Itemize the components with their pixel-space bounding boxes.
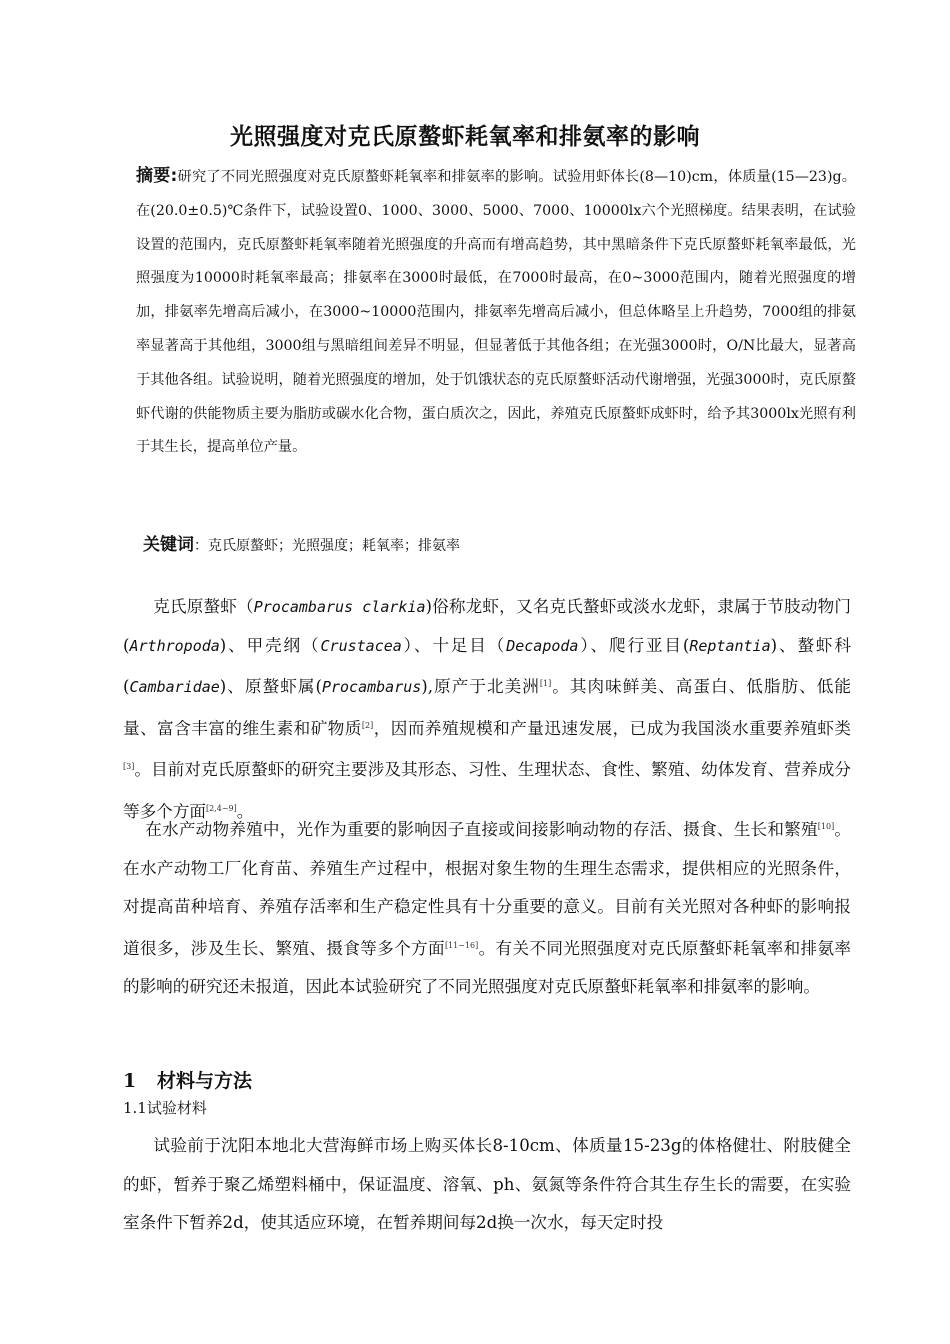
abstract-label: 摘要: xyxy=(136,166,178,186)
abstract-text: 研究了不同光照强度对克氏原螯虾耗氧率和排氨率的影响。试验用虾体长(8—10)cm，体质量(15—23)g。在(20.0±0.5)℃条件下，试验设置0、1000、3000、5000、7000、10000lx六个光照梯度。结果表明，在试验设置的范围内，克氏原螯虾耗氧率随着光照强度的升高而有增高趋势，其中黑暗条件下克氏原螯虾耗氧率最低，光照强度为10000时耗氧率最高；排氨率在3000时最低，在7000时最高，在0~3000范围内，随着光照强度的增加，排氨率先增高后减小，在3000~10000范围内，排氨率先增高后减小，但总体略呈上升趋势，7000组的排氨率显著高于其他组，3000组与黑暗组间差异不明显，但显著低于其他各组；在光强3000时，O/N比最大，显著高于其他各组。试验说明，随着光照强度的增加，处于饥饿状态的克氏原螯虾活动代谢增强，光强3000时，克氏原螯虾代谢的供能物质主要为脂肪或碳水化合物，蛋白质次之，因此，养殖克氏原螯虾成虾时，给予其3000lx光照有利于其生长，提高单位产量。 xyxy=(136,169,856,456)
text-run: 。目前对克氏原螯虾的研究主要涉及其形态、习性、生理状态、食性、繁殖、幼体发育、营养成分等多个方面 xyxy=(123,760,851,821)
abstract xyxy=(136,160,856,465)
intro-paragraph-2 xyxy=(123,808,851,1007)
text-run: )、原螯虾属( xyxy=(219,677,322,697)
citation-ref: [1] xyxy=(539,679,552,689)
keywords-label: 关键词 xyxy=(143,535,194,555)
citation-ref: [3] xyxy=(123,762,135,772)
citation-ref: [10] xyxy=(817,822,835,831)
keywords xyxy=(143,530,460,555)
citation-ref: [2,4~9] xyxy=(205,803,237,813)
text-run: 。在水产动物工厂化育苗、养殖生产过程中，根据对象生物的生理生态需求，提供相应的光照条件，对提高苗种培育、养殖存活率和生产稳定性具有十分重要的意义。目前有关光照对各种虾的影响报道很多，涉及生长、繁殖、摄食等多个方面 xyxy=(123,820,852,958)
text-run: 。其肉味鲜美、高蛋白、低脂肪、低能量、富含丰富的维生素和矿物质 xyxy=(123,677,852,738)
text-run: 试验前于沈阳本地北大营海鲜市场上购买体长8-10cm、体质量15-23g的体格健壮、附肢健全的虾，暂养于聚乙烯塑料桶中，保证温度、溶氧、ph、氨氮等条件符合其生存生长的需要，在实验室条件下暂养2d，使其适应环境，在暂养期间每2d换一次水，每天定时投 xyxy=(123,1136,851,1233)
text-run: ，因而养殖规模和产量迅速发展，已成为我国淡水重要养殖虾类 xyxy=(373,718,852,738)
intro-paragraph-1 xyxy=(123,588,851,832)
taxon-suborder: Reptantia xyxy=(689,636,771,655)
taxon-family: Cambaridae xyxy=(129,678,220,697)
text-run: )、甲壳纲（ xyxy=(219,635,321,655)
taxon-order: Decapoda xyxy=(506,636,579,655)
paper-title: 光照强度对克氏原螯虾耗氧率和排氨率的影响 xyxy=(230,124,700,150)
section-title: 材料与方法 xyxy=(157,1070,253,1092)
text-run: ）、十足目（ xyxy=(401,635,507,655)
text-run: )、螯虾科( xyxy=(123,635,851,697)
citation-ref: [2] xyxy=(361,720,374,730)
section-heading xyxy=(123,1066,252,1093)
species-name: Procambarus clarkia xyxy=(253,598,426,616)
text-run: 。 xyxy=(236,801,254,821)
text-run: )俗称龙虾，又名克氏螯虾或淡水龙虾，隶属于节肢动物门( xyxy=(123,597,851,655)
section-number: 1 xyxy=(123,1070,137,1092)
text-run: 在水产动物养殖中，光作为重要的影响因子直接或间接影响动物的存活、摄食、生长和繁殖 xyxy=(145,820,818,839)
text-run: 。有关不同光照强度对克氏原螯虾耗氧率和排氨率的影响的研究还未报道，因此本试验研究了不同光照强度对克氏原螯虾耗氧率和排氨率的影响。 xyxy=(123,938,852,997)
taxon-phylum: Arthropoda xyxy=(129,636,220,655)
text-run: ）、爬行亚目( xyxy=(578,635,690,655)
keywords-text: ：克氏原螯虾；光照强度；耗氧率；排氨率 xyxy=(194,538,460,554)
materials-paragraph xyxy=(123,1127,851,1243)
taxon-class: Crustacea xyxy=(320,636,402,655)
citation-ref: [11~16] xyxy=(444,940,479,950)
subsection-heading: 1.1试验材料 xyxy=(123,1099,207,1117)
text-run: ),原产于北美洲 xyxy=(421,677,540,697)
taxon-genus: Procambarus xyxy=(321,678,422,697)
text-run: 克氏原螯虾（ xyxy=(153,597,254,616)
